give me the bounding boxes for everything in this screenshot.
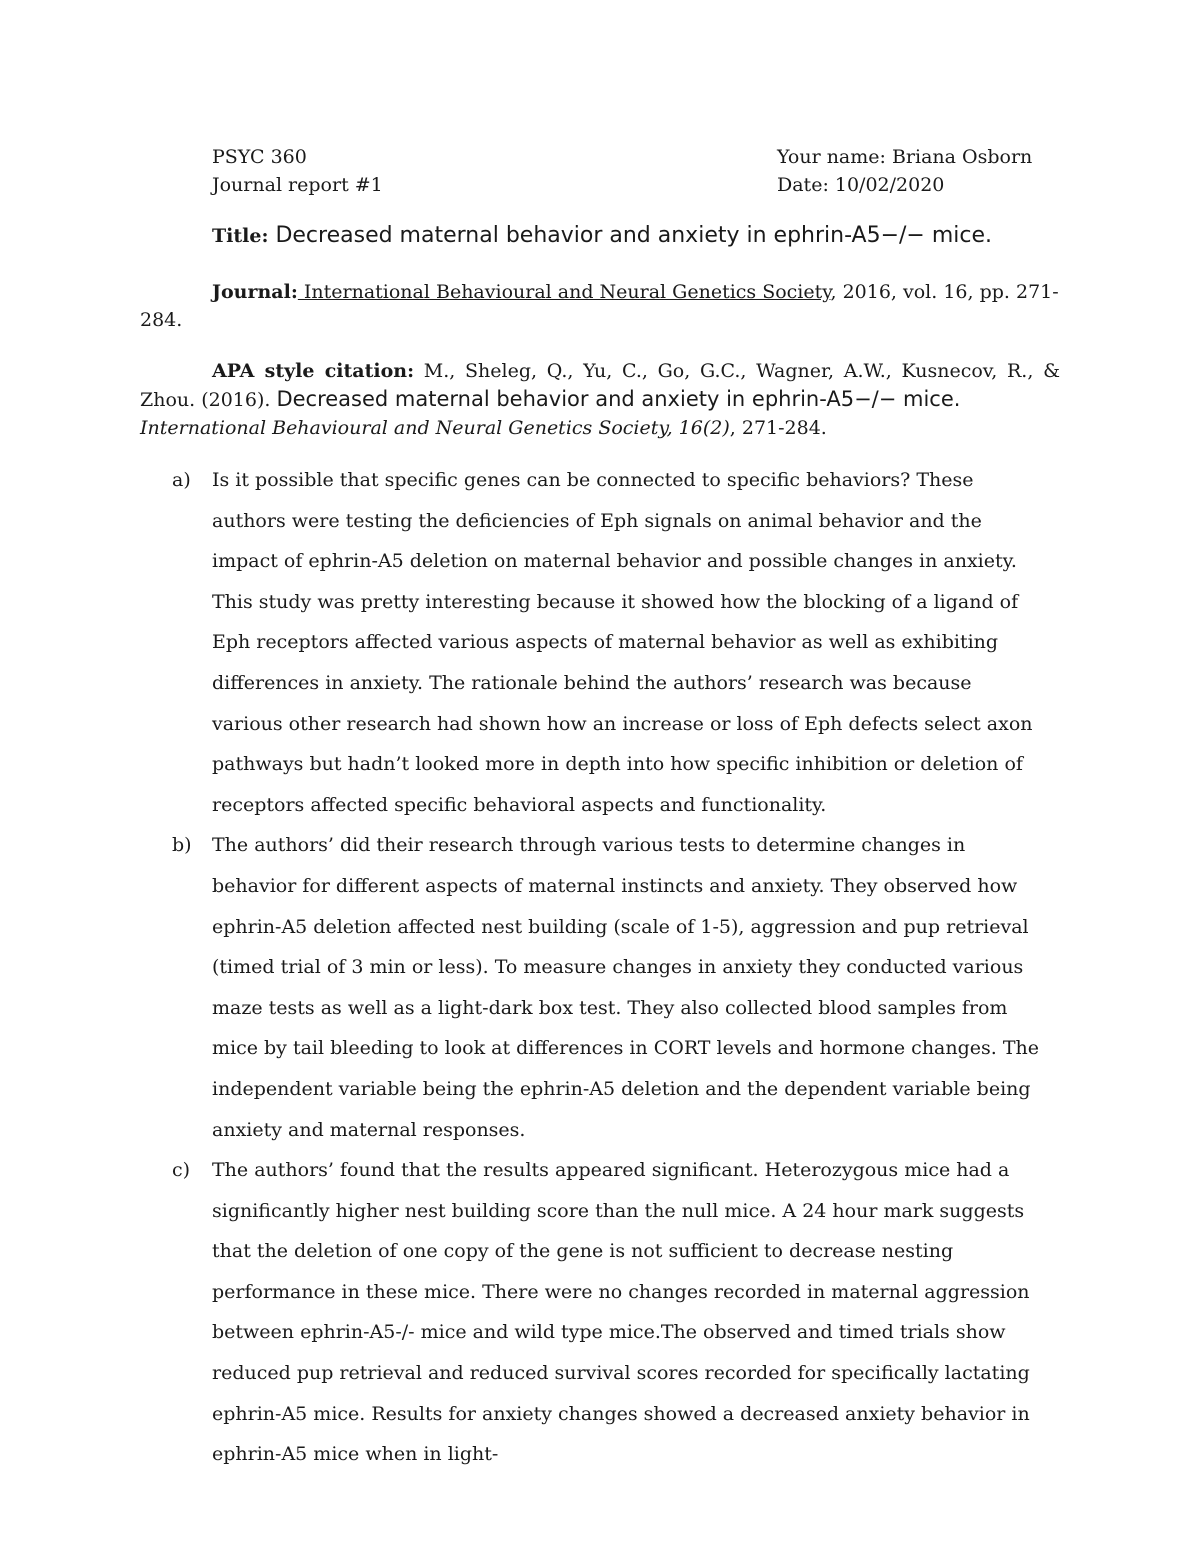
- course-code: PSYC 360: [212, 146, 307, 168]
- header: [212, 143, 1042, 199]
- list-marker: b): [172, 834, 192, 857]
- journal-name: International Behavioural and Neural Genetics Society: [297, 281, 831, 303]
- journal-details: , 2016, vol. 16, pp. 271-284.: [140, 281, 1059, 331]
- list-item-text: Is it possible that specific genes can be connected to specific behaviors? These authors were testing the deficiencies of Eph signals on animal behavior and the impact of ephrin-A5 deletion on maternal behavior and possible changes in anxiety. This study was pretty interesting because it showed how the blocking of a ligand of Eph receptors affected various aspects of maternal behavior as well as exhibiting differences in anxiety. The rationale behind the authors’ research was because various other research had shown how an increase or loss of Eph defects select axon pathways but hadn’t looked more in depth into how specific inhibition or deletion of receptors affected specific behavioral aspects and functionality.: [212, 469, 1033, 816]
- list-item-text: The authors’ found that the results appeared significant. Heterozygous mice had a significantly higher nest building score than the null mice. A 24 hour mark suggests that the deletion of one copy of the gene is not sufficient to decrease nesting performance in these mice. There were no changes recorded in maternal aggression between ephrin-A5-/- mice and wild type mice.The observed and timed trials show reduced pup retrieval and reduced survival scores recorded for specifically lactating ephrin-A5 mice. Results for anxiety changes showed a decreased anxiety behavior in ephrin-A5 mice when in light-: [212, 1159, 1030, 1466]
- list-marker: a): [172, 469, 191, 491]
- article-title: Decreased maternal behavior and anxiety in ephrin-A5−/− mice.: [275, 223, 993, 248]
- list-item-text: The authors’ did their research through various tests to determine changes in behavior for different aspects of maternal instincts and anxiety. They observed how ephrin-A5 deletion affected nest building (scale of 1-5), aggression and pup retrieval (timed trial of 3 min or less). To measure changes in anxiety they conducted various maze tests as well as a light-dark box test. They also collected blood samples from mice by tail bleeding to look at differences in CORT levels and hormone changes. The independent variable being the ephrin-A5 deletion and the dependent variable being anxiety and maternal responses.: [212, 834, 1040, 1141]
- list-marker: c): [172, 1159, 191, 1182]
- report-number: Journal report #1: [212, 174, 383, 196]
- header-row-1: [212, 143, 1042, 171]
- citation-issue: (2): [702, 417, 730, 439]
- citation-label: APA style citation:: [212, 360, 415, 382]
- list-item: [140, 460, 1060, 825]
- answer-list: [140, 460, 1060, 1475]
- citation-pages: , 271-284.: [729, 417, 827, 439]
- header-row-2: [212, 171, 1042, 199]
- list-item: [140, 825, 1060, 1150]
- citation-authors: M., Sheleg, Q., Yu, C., Go, G.C., Wagner, A.W., Kusnecov, R., & Zhou. (2016).: [140, 360, 1060, 411]
- report-date: Date: 10/02/2020: [777, 174, 945, 196]
- title-line: [212, 221, 1072, 251]
- title-label: Title:: [212, 225, 269, 247]
- student-name: Your name: Briana Osborn: [777, 146, 1033, 168]
- list-item: [140, 1150, 1060, 1475]
- apa-citation: [140, 357, 1060, 442]
- journal-label: Journal:: [212, 281, 298, 303]
- citation-journal: International Behavioural and Neural Genetics Society, 16: [140, 417, 703, 439]
- journal-line: [140, 278, 1060, 334]
- citation-article-title: Decreased maternal behavior and anxiety in ephrin-A5−/− mice.: [276, 387, 961, 411]
